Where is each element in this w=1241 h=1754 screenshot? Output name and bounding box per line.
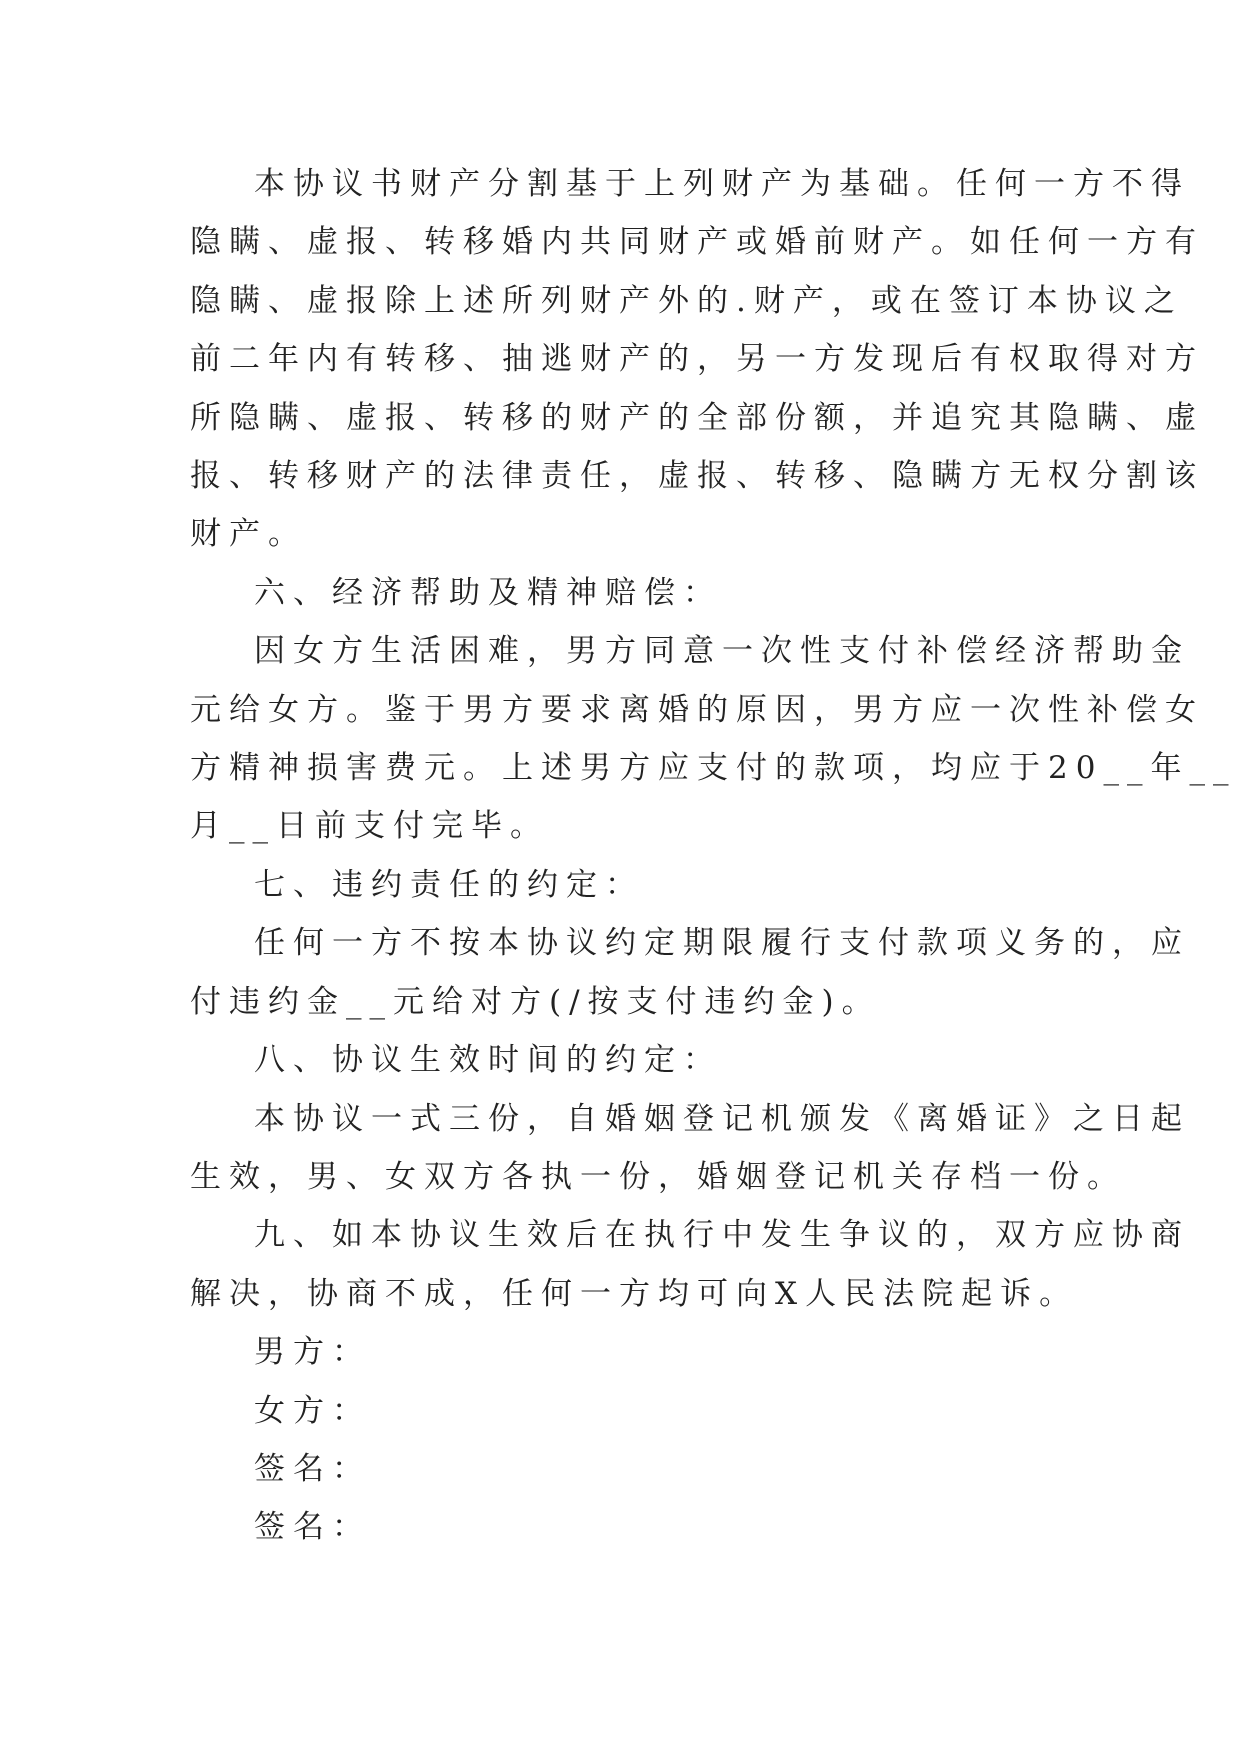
text-line: 本协议书财产分割基于上列财产为基础。任何一方不得 bbox=[254, 166, 1190, 202]
text-line: 因女方生活困难，男方同意一次性支付补偿经济帮助金 bbox=[254, 633, 1190, 670]
text-line: 所隐瞒、虚报、转移的财产的全部份额，并追究其隐瞒、虚 bbox=[190, 399, 1204, 436]
text-line: 本协议一式三份，自婚姻登记机颁发《离婚证》之日起 bbox=[254, 1100, 1190, 1137]
male-party-label: 男方： bbox=[254, 1334, 371, 1371]
text-line: 月__日前支付完毕。 bbox=[190, 808, 549, 845]
effective-date-paragraph bbox=[190, 1090, 1190, 1207]
dispute-paragraph bbox=[190, 1206, 1190, 1323]
property-clause-paragraph bbox=[190, 155, 1204, 564]
text-line: 隐瞒、虚报、转移婚内共同财产或婚前财产。如任何一方有 bbox=[190, 224, 1204, 261]
section-heading-breach bbox=[190, 856, 1050, 914]
text-line: 前二年内有转移、抽逃财产的，另一方发现后有权取得对方 bbox=[190, 341, 1204, 378]
text-line: 任何一方不按本协议约定期限履行支付款项义务的，应 bbox=[254, 925, 1190, 962]
text-line: 生效，男、女双方各执一份，婚姻登记机关存档一份。 bbox=[190, 1158, 1126, 1195]
text-line: 解决，协商不成，任何一方均可向X人民法院起诉。 bbox=[190, 1275, 1079, 1312]
text-line: 财产。 bbox=[190, 516, 307, 553]
female-party-label: 女方： bbox=[254, 1392, 371, 1429]
heading-text: 七、违约责任的约定： bbox=[254, 866, 644, 903]
text-line: 元给女方。鉴于男方要求离婚的原因，男方应一次性补偿女 bbox=[190, 691, 1204, 728]
financial-aid-paragraph bbox=[190, 622, 1237, 856]
signature-label: 签名： bbox=[254, 1450, 371, 1487]
text-line: 报、转移财产的法律责任，虚报、转移、隐瞒方无权分割该 bbox=[190, 458, 1204, 495]
heading-text: 六、经济帮助及精神赔偿： bbox=[254, 574, 722, 611]
text-line: 付违约金__元给对方(/按支付违约金)。 bbox=[190, 983, 881, 1020]
document-body bbox=[190, 155, 1237, 1557]
signature-block bbox=[190, 1323, 1050, 1557]
text-line: 九、如本协议生效后在执行中发生争议的，双方应协商 bbox=[254, 1217, 1190, 1254]
text-line: 隐瞒、虚报除上述所列财产外的.财产，或在签订本协议之 bbox=[190, 282, 1183, 319]
section-heading-financial-aid bbox=[190, 564, 1050, 622]
breach-paragraph bbox=[190, 914, 1190, 1031]
section-heading-effective-date bbox=[190, 1031, 1050, 1089]
text-line: 方精神损害费元。上述男方应支付的款项，均应于20__年__ bbox=[190, 750, 1237, 787]
signature-label: 签名： bbox=[254, 1509, 371, 1546]
heading-text: 八、协议生效时间的约定： bbox=[254, 1042, 722, 1079]
